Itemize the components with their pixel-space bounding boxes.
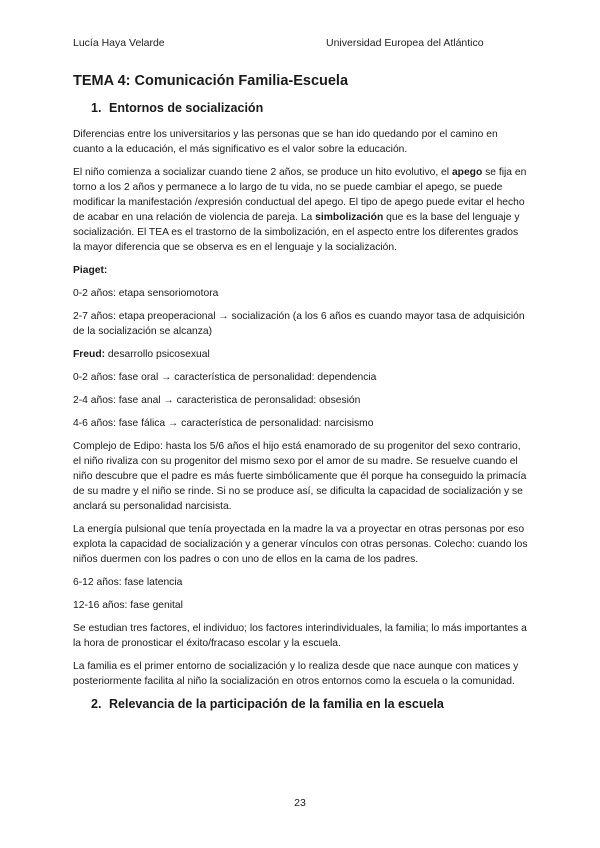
- text-run: se fija en torno a los 2 años y permanece a lo largo de tu vida, no se puede cambiar el apego, se puede modificar la manifestación /expresión conductual del apego. El tipo de apego puede evitar el hecho de acabar en una relación de violencia de pareja. La: [73, 167, 527, 223]
- section-number: 1.: [91, 101, 102, 115]
- section-title: Relevancia de la participación de la familia en la escuela: [109, 697, 444, 711]
- paragraph-differences: Diferencias entre los universitarios y las personas que se han ido quedando por el camino en cuanto a la educación, el más significativo es el valor sobre la educación.: [73, 129, 498, 155]
- paragraph-apego: [73, 165, 528, 255]
- piaget-item: 0-2 años: etapa sensoriomotora: [73, 288, 219, 299]
- bold-heading: Freud:: [73, 349, 106, 360]
- page-content: [73, 73, 528, 723]
- text-run: desarrollo psicosexual: [105, 349, 210, 360]
- section-title: Entornos de socialización: [109, 101, 264, 115]
- page-number: 23: [294, 797, 306, 809]
- bold-term-apego: apego: [451, 167, 483, 178]
- bold-term-simbolizacion: simbolización: [315, 212, 384, 223]
- freud-item: 0-2 años: fase oral → característica de personalidad: dependencia: [73, 372, 377, 383]
- freud-item: 4-6 años: fase fálica → característica de personalidad: narcisismo: [73, 418, 374, 429]
- text-run: que es la base del lenguaje y socialización. El TEA es el trastorno de la simbolización, en el aspecto entre los diferentes grados la mayor diferencia que se observa es en el lenguaje y la socialización.: [73, 212, 520, 253]
- text-run: El niño comienza a socializar cuando tiene 2 años, se produce un hito evolutivo, el: [73, 167, 452, 178]
- piaget-item: 2-7 años: etapa preoperacional → socialización (a los 6 años es cuando mayor tasa de adquisición de la socialización se alcanza): [73, 311, 525, 337]
- section-heading-1: [91, 101, 528, 115]
- section-heading-2: [91, 697, 528, 711]
- freud-item: 6-12 años: fase latencia: [73, 577, 183, 588]
- freud-item: 12-16 años: fase genital: [73, 600, 183, 611]
- header-university: Universidad Europea del Atlántico: [326, 37, 484, 49]
- paragraph-edipo: Complejo de Edipo: hasta los 5/6 años el hijo está enamorado de su progenitor del sexo contrario, el niño rivaliza con su progenitor del mismo sexo por el amor de su madre. Se resuelve cuando el niño descubre que el padre es más fuerte simbólicamente que él porque ha conseguido la primacía de su madre y el niño se rinde. Si no se produce así, se dificulta la capacidad de socialización y se anclará su personalidad narcisista.: [73, 441, 527, 512]
- header-author: Lucía Haya Velarde: [73, 37, 165, 49]
- bold-heading: Piaget:: [73, 265, 108, 276]
- chapter-title: TEMA 4: Comunicación Familia-Escuela: [73, 73, 349, 89]
- paragraph-energia: La energía pulsional que tenía proyectada en la madre la va a proyectar en otras personas por eso explota la capacidad de socialización y a generar vínculos con otras personas. Colecho: cuando los niños duermen con los padres o con uno de ellos en la cama de los padres.: [73, 524, 528, 565]
- section-number: 2.: [91, 697, 102, 711]
- freud-item: 2-4 años: fase anal → caracteristica de peronsalidad: obsesión: [73, 395, 361, 406]
- piaget-heading: [73, 263, 528, 278]
- paragraph-familia: La familia es el primer entorno de socialización y lo realiza desde que nace aunque con matices y posteriormente facilita al niño la socialización en otros entornos como la escuela o la comunidad.: [73, 661, 519, 687]
- paragraph-factores: Se estudian tres factores, el individuo; los factores interindividuales, la familia; lo más importantes a la hora de pronosticar el éxito/fracaso escolar y la escuela.: [73, 623, 527, 649]
- freud-heading: [73, 347, 528, 362]
